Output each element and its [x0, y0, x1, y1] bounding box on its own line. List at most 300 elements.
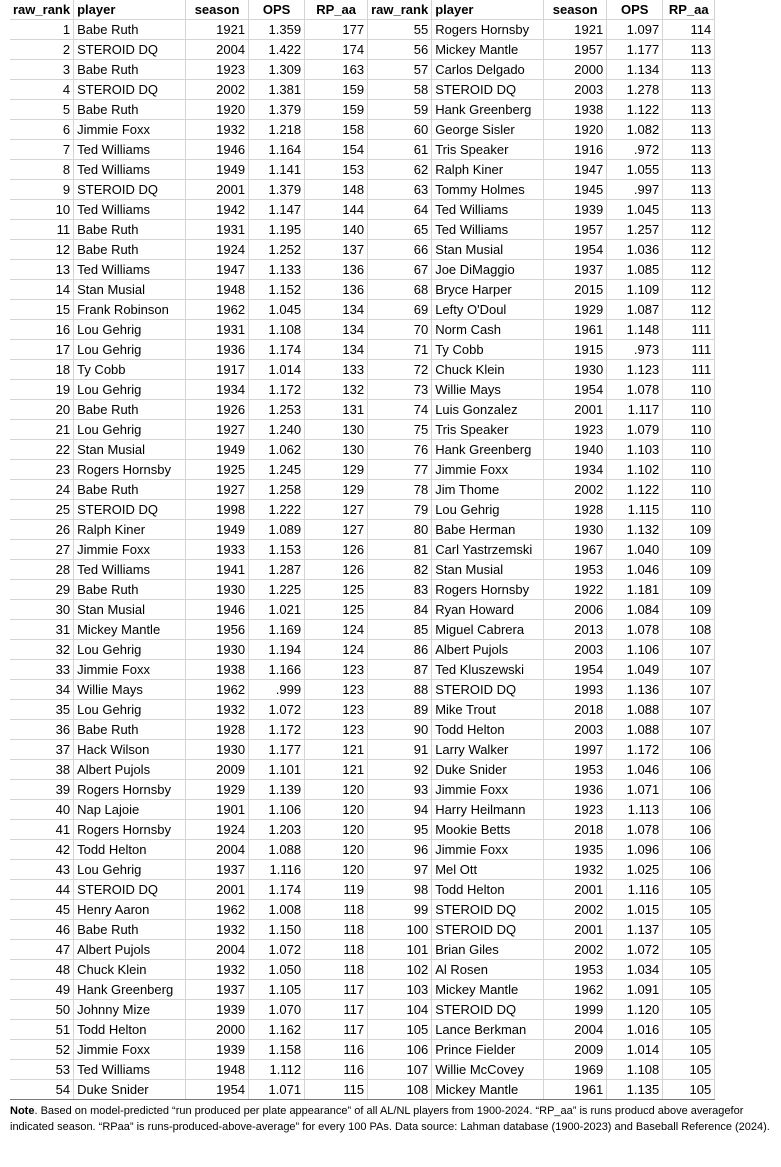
cell-raw-rank: 102 — [368, 960, 432, 980]
cell-raw-rank: 46 — [10, 920, 74, 940]
cell-ops: 1.252 — [249, 240, 305, 260]
cell-raw-rank: 61 — [368, 140, 432, 160]
table-row — [10, 80, 715, 100]
cell-rp-aa: 120 — [305, 820, 368, 840]
cell-season: 1930 — [544, 360, 607, 380]
table-row — [10, 980, 715, 1000]
cell-ops: 1.153 — [249, 540, 305, 560]
cell-raw-rank: 73 — [368, 380, 432, 400]
cell-rp-aa: 124 — [305, 620, 368, 640]
cell-raw-rank: 11 — [10, 220, 74, 240]
cell-raw-rank: 66 — [368, 240, 432, 260]
cell-ops: 1.158 — [249, 1040, 305, 1060]
table-row — [10, 780, 715, 800]
cell-season: 1929 — [186, 780, 249, 800]
cell-raw-rank: 68 — [368, 280, 432, 300]
table-row — [10, 600, 715, 620]
cell-ops: 1.177 — [249, 740, 305, 760]
cell-player: Babe Ruth — [74, 720, 186, 740]
cell-rp-aa: 117 — [305, 980, 368, 1000]
cell-raw-rank: 7 — [10, 140, 74, 160]
cell-season: 1998 — [186, 500, 249, 520]
cell-ops: 1.381 — [249, 80, 305, 100]
cell-ops: 1.116 — [249, 860, 305, 880]
cell-raw-rank: 56 — [368, 40, 432, 60]
cell-player: Johnny Mize — [74, 1000, 186, 1020]
cell-rp-aa: 174 — [305, 40, 368, 60]
cell-player: Rogers Hornsby — [74, 780, 186, 800]
table-row — [10, 720, 715, 740]
col-header-raw-rank: raw_rank — [10, 0, 74, 20]
cell-rp-aa: 130 — [305, 440, 368, 460]
cell-raw-rank: 87 — [368, 660, 432, 680]
cell-player: Babe Ruth — [74, 240, 186, 260]
cell-raw-rank: 89 — [368, 700, 432, 720]
cell-ops: 1.016 — [607, 1020, 663, 1040]
cell-ops: 1.021 — [249, 600, 305, 620]
cell-player: Todd Helton — [74, 1020, 186, 1040]
cell-raw-rank: 83 — [368, 580, 432, 600]
table-row — [10, 800, 715, 820]
cell-rp-aa: 105 — [663, 940, 715, 960]
table-row — [10, 380, 715, 400]
col-header-ops-2: OPS — [607, 0, 663, 20]
cell-rp-aa: 118 — [305, 940, 368, 960]
cell-season: 1937 — [544, 260, 607, 280]
cell-season: 1928 — [544, 500, 607, 520]
cell-raw-rank: 40 — [10, 800, 74, 820]
cell-ops: 1.172 — [249, 720, 305, 740]
cell-ops: 1.166 — [249, 660, 305, 680]
cell-player: Lou Gehrig — [74, 340, 186, 360]
cell-rp-aa: 105 — [663, 920, 715, 940]
cell-rp-aa: 110 — [663, 420, 715, 440]
cell-season: 1939 — [544, 200, 607, 220]
table-row — [10, 1040, 715, 1060]
cell-season: 1923 — [544, 800, 607, 820]
cell-raw-rank: 32 — [10, 640, 74, 660]
cell-rp-aa: 123 — [305, 720, 368, 740]
cell-player: Willie Mays — [432, 380, 544, 400]
cell-ops: 1.422 — [249, 40, 305, 60]
cell-player: Stan Musial — [74, 280, 186, 300]
table-row — [10, 540, 715, 560]
cell-season: 2004 — [186, 840, 249, 860]
cell-raw-rank: 104 — [368, 1000, 432, 1020]
cell-raw-rank: 58 — [368, 80, 432, 100]
cell-rp-aa: 136 — [305, 260, 368, 280]
cell-raw-rank: 70 — [368, 320, 432, 340]
cell-rp-aa: 106 — [663, 740, 715, 760]
cell-season: 2003 — [544, 640, 607, 660]
cell-season: 1935 — [544, 840, 607, 860]
cell-raw-rank: 35 — [10, 700, 74, 720]
cell-season: 1915 — [544, 340, 607, 360]
cell-rp-aa: 106 — [663, 820, 715, 840]
cell-player: Willie Mays — [74, 680, 186, 700]
cell-rp-aa: 148 — [305, 180, 368, 200]
cell-season: 1931 — [186, 220, 249, 240]
cell-raw-rank: 98 — [368, 880, 432, 900]
cell-ops: 1.123 — [607, 360, 663, 380]
col-header-season: season — [186, 0, 249, 20]
cell-rp-aa: 134 — [305, 340, 368, 360]
cell-raw-rank: 16 — [10, 320, 74, 340]
cell-season: 2002 — [544, 480, 607, 500]
cell-rp-aa: 107 — [663, 640, 715, 660]
cell-raw-rank: 45 — [10, 900, 74, 920]
cell-raw-rank: 55 — [368, 20, 432, 40]
cell-season: 1920 — [544, 120, 607, 140]
table-row — [10, 440, 715, 460]
cell-rp-aa: 113 — [663, 140, 715, 160]
cell-ops: 1.101 — [249, 760, 305, 780]
cell-raw-rank: 50 — [10, 1000, 74, 1020]
cell-raw-rank: 65 — [368, 220, 432, 240]
cell-season: 1962 — [544, 980, 607, 1000]
cell-raw-rank: 15 — [10, 300, 74, 320]
cell-ops: 1.087 — [607, 300, 663, 320]
cell-raw-rank: 31 — [10, 620, 74, 640]
cell-ops: .972 — [607, 140, 663, 160]
cell-season: 1953 — [544, 960, 607, 980]
cell-ops: 1.222 — [249, 500, 305, 520]
cell-ops: 1.253 — [249, 400, 305, 420]
cell-rp-aa: 105 — [663, 960, 715, 980]
cell-rp-aa: 132 — [305, 380, 368, 400]
cell-ops: 1.309 — [249, 60, 305, 80]
cell-player: Chuck Klein — [432, 360, 544, 380]
cell-rp-aa: 118 — [305, 920, 368, 940]
cell-rp-aa: 163 — [305, 60, 368, 80]
cell-raw-rank: 57 — [368, 60, 432, 80]
cell-season: 1945 — [544, 180, 607, 200]
cell-player: Babe Ruth — [74, 400, 186, 420]
cell-ops: 1.177 — [607, 40, 663, 60]
cell-player: Lou Gehrig — [74, 640, 186, 660]
cell-rp-aa: 114 — [663, 20, 715, 40]
cell-ops: 1.148 — [607, 320, 663, 340]
cell-ops: 1.088 — [249, 840, 305, 860]
cell-ops: 1.078 — [607, 380, 663, 400]
cell-rp-aa: 121 — [305, 740, 368, 760]
cell-ops: 1.169 — [249, 620, 305, 640]
cell-raw-rank: 28 — [10, 560, 74, 580]
cell-season: 1930 — [186, 640, 249, 660]
cell-season: 2001 — [544, 400, 607, 420]
cell-season: 1916 — [544, 140, 607, 160]
cell-player: Prince Fielder — [432, 1040, 544, 1060]
cell-ops: 1.046 — [607, 760, 663, 780]
cell-season: 1941 — [186, 560, 249, 580]
cell-ops: 1.287 — [249, 560, 305, 580]
cell-player: Mookie Betts — [432, 820, 544, 840]
cell-rp-aa: 111 — [663, 360, 715, 380]
cell-player: Larry Walker — [432, 740, 544, 760]
cell-ops: 1.078 — [607, 620, 663, 640]
cell-rp-aa: 158 — [305, 120, 368, 140]
cell-season: 2002 — [544, 900, 607, 920]
cell-raw-rank: 62 — [368, 160, 432, 180]
col-header-raw-rank-2: raw_rank — [368, 0, 432, 20]
cell-ops: 1.088 — [607, 700, 663, 720]
cell-season: 1930 — [186, 580, 249, 600]
cell-ops: 1.109 — [607, 280, 663, 300]
cell-rp-aa: 118 — [305, 900, 368, 920]
cell-rp-aa: 113 — [663, 100, 715, 120]
cell-player: Harry Heilmann — [432, 800, 544, 820]
cell-rp-aa: 120 — [305, 800, 368, 820]
cell-rp-aa: 129 — [305, 480, 368, 500]
cell-ops: 1.181 — [607, 580, 663, 600]
cell-raw-rank: 105 — [368, 1020, 432, 1040]
cell-ops: 1.085 — [607, 260, 663, 280]
cell-rp-aa: 106 — [663, 780, 715, 800]
cell-raw-rank: 21 — [10, 420, 74, 440]
cell-player: Tris Speaker — [432, 140, 544, 160]
cell-player: Stan Musial — [432, 240, 544, 260]
cell-player: Mike Trout — [432, 700, 544, 720]
cell-player: Joe DiMaggio — [432, 260, 544, 280]
cell-raw-rank: 91 — [368, 740, 432, 760]
cell-raw-rank: 10 — [10, 200, 74, 220]
cell-season: 1938 — [186, 660, 249, 680]
table-row — [10, 260, 715, 280]
cell-raw-rank: 26 — [10, 520, 74, 540]
cell-ops: 1.096 — [607, 840, 663, 860]
cell-ops: 1.147 — [249, 200, 305, 220]
cell-ops: 1.122 — [607, 100, 663, 120]
cell-player: Henry Aaron — [74, 900, 186, 920]
col-header-player-2: player — [432, 0, 544, 20]
cell-raw-rank: 64 — [368, 200, 432, 220]
cell-ops: 1.036 — [607, 240, 663, 260]
cell-season: 1946 — [186, 140, 249, 160]
cell-raw-rank: 3 — [10, 60, 74, 80]
cell-rp-aa: 106 — [663, 800, 715, 820]
cell-player: Rogers Hornsby — [432, 580, 544, 600]
cell-player: STEROID DQ — [432, 1000, 544, 1020]
cell-ops: 1.245 — [249, 460, 305, 480]
cell-raw-rank: 107 — [368, 1060, 432, 1080]
cell-ops: 1.137 — [607, 920, 663, 940]
cell-season: 1936 — [186, 340, 249, 360]
cell-player: Tris Speaker — [432, 420, 544, 440]
cell-player: Jim Thome — [432, 480, 544, 500]
cell-player: Hank Greenberg — [432, 100, 544, 120]
cell-ops: 1.084 — [607, 600, 663, 620]
cell-raw-rank: 42 — [10, 840, 74, 860]
cell-ops: 1.122 — [607, 480, 663, 500]
cell-ops: 1.120 — [607, 1000, 663, 1020]
cell-raw-rank: 52 — [10, 1040, 74, 1060]
cell-player: Brian Giles — [432, 940, 544, 960]
cell-player: Todd Helton — [74, 840, 186, 860]
cell-rp-aa: 113 — [663, 40, 715, 60]
cell-ops: 1.108 — [249, 320, 305, 340]
cell-season: 1923 — [186, 60, 249, 80]
cell-raw-rank: 30 — [10, 600, 74, 620]
cell-season: 1936 — [544, 780, 607, 800]
cell-raw-rank: 19 — [10, 380, 74, 400]
cell-raw-rank: 88 — [368, 680, 432, 700]
cell-ops: .997 — [607, 180, 663, 200]
cell-rp-aa: 109 — [663, 560, 715, 580]
cell-season: 1954 — [544, 240, 607, 260]
table-row — [10, 1020, 715, 1040]
cell-ops: 1.103 — [607, 440, 663, 460]
cell-player: Albert Pujols — [74, 760, 186, 780]
cell-rp-aa: 110 — [663, 480, 715, 500]
cell-ops: 1.162 — [249, 1020, 305, 1040]
cell-raw-rank: 82 — [368, 560, 432, 580]
cell-season: 1922 — [544, 580, 607, 600]
cell-raw-rank: 49 — [10, 980, 74, 1000]
table-row — [10, 1060, 715, 1080]
cell-ops: 1.195 — [249, 220, 305, 240]
cell-season: 1954 — [186, 1080, 249, 1100]
cell-rp-aa: 120 — [305, 780, 368, 800]
table-row — [10, 740, 715, 760]
cell-player: Mickey Mantle — [74, 620, 186, 640]
cell-season: 1967 — [544, 540, 607, 560]
cell-ops: 1.150 — [249, 920, 305, 940]
cell-season: 1930 — [186, 740, 249, 760]
cell-rp-aa: 129 — [305, 460, 368, 480]
cell-player: STEROID DQ — [74, 500, 186, 520]
cell-ops: 1.079 — [607, 420, 663, 440]
cell-raw-rank: 6 — [10, 120, 74, 140]
cell-season: 1932 — [544, 860, 607, 880]
cell-raw-rank: 78 — [368, 480, 432, 500]
cell-season: 1927 — [186, 480, 249, 500]
cell-player: Albert Pujols — [74, 940, 186, 960]
cell-raw-rank: 29 — [10, 580, 74, 600]
cell-rp-aa: 105 — [663, 1060, 715, 1080]
table-body — [10, 20, 715, 1100]
cell-season: 1920 — [186, 100, 249, 120]
cell-rp-aa: 144 — [305, 200, 368, 220]
cell-player: Babe Ruth — [74, 920, 186, 940]
cell-player: Bryce Harper — [432, 280, 544, 300]
cell-player: Ted Williams — [432, 220, 544, 240]
cell-player: Babe Herman — [432, 520, 544, 540]
cell-ops: 1.116 — [607, 880, 663, 900]
cell-ops: 1.106 — [249, 800, 305, 820]
cell-ops: 1.172 — [249, 380, 305, 400]
table-row — [10, 500, 715, 520]
cell-rp-aa: 117 — [305, 1000, 368, 1020]
table-row — [10, 20, 715, 40]
cell-season: 1999 — [544, 1000, 607, 1020]
cell-raw-rank: 9 — [10, 180, 74, 200]
cell-raw-rank: 84 — [368, 600, 432, 620]
col-header-rp-aa-2: RP_aa — [663, 0, 715, 20]
cell-ops: 1.135 — [607, 1080, 663, 1100]
cell-rp-aa: 110 — [663, 440, 715, 460]
cell-raw-rank: 1 — [10, 20, 74, 40]
cell-ops: 1.070 — [249, 1000, 305, 1020]
cell-season: 1933 — [186, 540, 249, 560]
cell-ops: 1.025 — [607, 860, 663, 880]
cell-rp-aa: 107 — [663, 720, 715, 740]
table-row — [10, 880, 715, 900]
cell-season: 1937 — [186, 980, 249, 1000]
cell-ops: 1.014 — [249, 360, 305, 380]
cell-ops: 1.045 — [249, 300, 305, 320]
cell-raw-rank: 71 — [368, 340, 432, 360]
cell-raw-rank: 24 — [10, 480, 74, 500]
cell-raw-rank: 108 — [368, 1080, 432, 1100]
cell-season: 2001 — [186, 880, 249, 900]
cell-player: Nap Lajoie — [74, 800, 186, 820]
cell-player: Ryan Howard — [432, 600, 544, 620]
cell-ops: 1.117 — [607, 400, 663, 420]
cell-raw-rank: 77 — [368, 460, 432, 480]
cell-ops: 1.203 — [249, 820, 305, 840]
cell-rp-aa: 116 — [305, 1060, 368, 1080]
cell-ops: 1.115 — [607, 500, 663, 520]
cell-rp-aa: 123 — [305, 680, 368, 700]
cell-raw-rank: 95 — [368, 820, 432, 840]
cell-season: 1937 — [186, 860, 249, 880]
cell-rp-aa: 111 — [663, 340, 715, 360]
cell-rp-aa: 105 — [663, 980, 715, 1000]
cell-ops: 1.008 — [249, 900, 305, 920]
cell-rp-aa: 106 — [663, 760, 715, 780]
cell-rp-aa: 115 — [305, 1080, 368, 1100]
cell-season: 2006 — [544, 600, 607, 620]
rankings-table — [10, 0, 715, 1100]
cell-rp-aa: 123 — [305, 660, 368, 680]
cell-rp-aa: 123 — [305, 700, 368, 720]
cell-raw-rank: 59 — [368, 100, 432, 120]
cell-season: 1932 — [186, 700, 249, 720]
cell-player: Stan Musial — [74, 440, 186, 460]
cell-raw-rank: 37 — [10, 740, 74, 760]
cell-player: Babe Ruth — [74, 100, 186, 120]
cell-rp-aa: 116 — [305, 1040, 368, 1060]
cell-ops: 1.034 — [607, 960, 663, 980]
cell-season: 2018 — [544, 820, 607, 840]
cell-rp-aa: 154 — [305, 140, 368, 160]
cell-rp-aa: 134 — [305, 300, 368, 320]
cell-season: 2003 — [544, 720, 607, 740]
cell-raw-rank: 81 — [368, 540, 432, 560]
cell-player: Lance Berkman — [432, 1020, 544, 1040]
cell-rp-aa: 105 — [663, 1080, 715, 1100]
cell-ops: 1.141 — [249, 160, 305, 180]
cell-rp-aa: 113 — [663, 120, 715, 140]
table-row — [10, 700, 715, 720]
cell-raw-rank: 12 — [10, 240, 74, 260]
cell-season: 1946 — [186, 600, 249, 620]
cell-ops: 1.089 — [249, 520, 305, 540]
cell-season: 1962 — [186, 680, 249, 700]
cell-season: 2009 — [544, 1040, 607, 1060]
cell-player: Ted Williams — [74, 140, 186, 160]
cell-rp-aa: 121 — [305, 760, 368, 780]
cell-ops: 1.071 — [607, 780, 663, 800]
cell-rp-aa: 159 — [305, 80, 368, 100]
cell-season: 2003 — [544, 80, 607, 100]
cell-rp-aa: 105 — [663, 1020, 715, 1040]
cell-player: Lou Gehrig — [74, 860, 186, 880]
cell-player: Stan Musial — [74, 600, 186, 620]
cell-season: 2001 — [544, 920, 607, 940]
table-row — [10, 400, 715, 420]
cell-player: Jimmie Foxx — [74, 660, 186, 680]
